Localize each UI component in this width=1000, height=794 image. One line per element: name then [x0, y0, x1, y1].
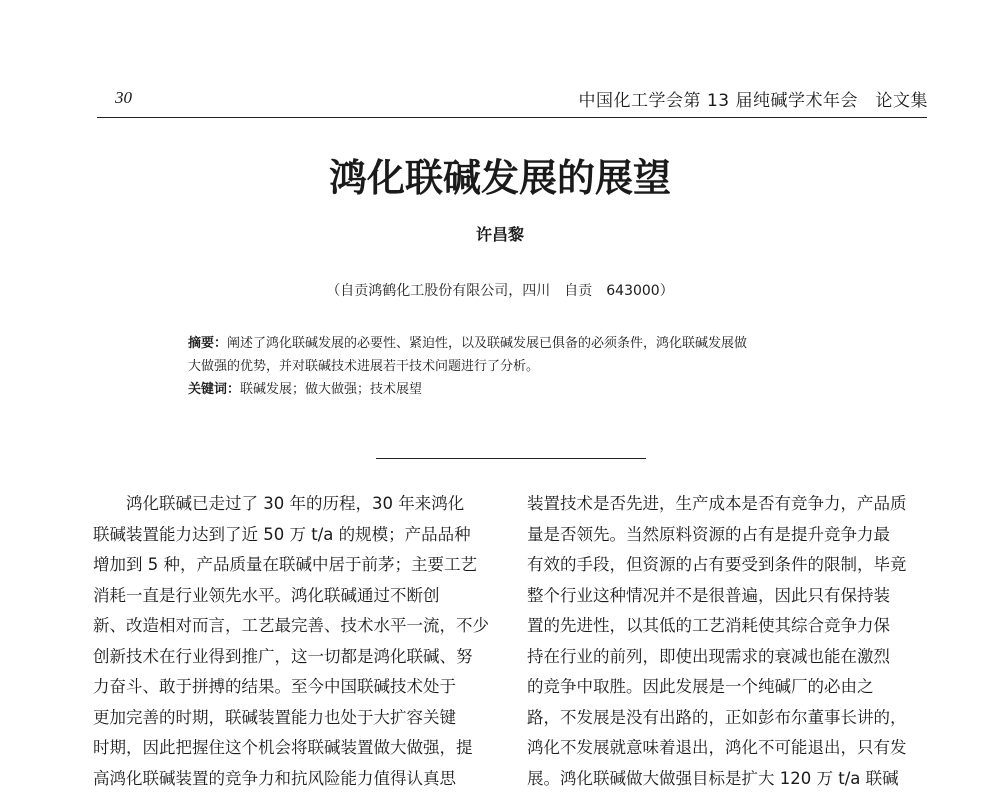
- body-line: 增加到 5 种，产品质量在联碱中居于前茅；主要工艺: [93, 550, 491, 581]
- body-line: 消耗一直是行业领先水平。鸿化联碱通过不断创: [93, 581, 491, 612]
- body-line: 路，不发展是没有出路的，正如彭布尔董事长讲的，: [527, 703, 925, 734]
- body-line: 装置技术是否先进，生产成本是否有竞争力，产品质: [527, 489, 925, 520]
- abstract-block: [188, 332, 838, 401]
- body-line: 时期，因此把握住这个机会将联碱装置做大做强，提: [93, 733, 491, 764]
- abstract-text-line-2: 大做强的优势，并对联碱技术进展若干技术问题进行了分析。: [188, 355, 838, 378]
- body-line: 的竞争中取胜。因此发展是一个纯碱厂的必由之: [527, 672, 925, 703]
- body-line: 联碱装置能力达到了近 50 万 t/a 的规模；产品品种: [93, 520, 491, 551]
- body-line: 新、改造相对而言，工艺最完善、技术水平一流，不少: [93, 611, 491, 642]
- body-line: 有效的手段，但资源的占有要受到条件的限制，毕竟: [527, 550, 925, 581]
- keywords-paragraph: [188, 378, 838, 401]
- abstract-label: 摘要：: [188, 336, 227, 351]
- body-line: 整个行业这种情况并不是很普遍，因此只有保持装: [527, 581, 925, 612]
- article-title: 鸿化联碱发展的展望: [0, 147, 1000, 202]
- body-line: 创新技术在行业得到推广，这一切都是鸿化联碱、努: [93, 642, 491, 673]
- abstract-text-line-1: 阐述了鸿化联碱发展的必要性、紧迫性，以及联碱发展已俱备的必须条件，鸿化联碱发展做: [227, 336, 747, 351]
- body-line: 持在行业的前列，即使出现需求的衰减也能在激烈: [527, 642, 925, 673]
- abstract-paragraph: [188, 332, 838, 355]
- body-left-column: [93, 489, 491, 794]
- body-right-column: [527, 489, 925, 794]
- body-line: 高鸿化联碱装置的竞争力和抗风险能力值得认真思: [93, 764, 491, 794]
- body-line: 量是否领先。当然原料资源的占有是提升竞争力最: [527, 520, 925, 551]
- body-line: 更加完善的时期，联碱装置能力也处于大扩容关键: [93, 703, 491, 734]
- body-line: 展。鸿化联碱做大做强目标是扩大 120 万 t/a 联碱: [527, 764, 925, 794]
- keywords-label: 关键词：: [188, 382, 240, 397]
- body-line: 鸿化联碱已走过了 30 年的历程，30 年来鸿化: [93, 489, 491, 520]
- page-number: 30: [115, 88, 132, 108]
- body-line: 鸿化不发展就意味着退出，鸿化不可能退出，只有发: [527, 733, 925, 764]
- body-line: 置的先进性，以其低的工艺消耗使其综合竞争力保: [527, 611, 925, 642]
- article-author: 许昌黎: [0, 222, 1000, 245]
- running-header: 中国化工学会第 13 届纯碱学术年会 论文集: [579, 86, 928, 111]
- header-rule: [97, 117, 927, 118]
- article-affiliation: （自贡鸿鹤化工股份有限公司，四川 自贡 643000）: [0, 280, 1000, 300]
- body-line: 力奋斗、敢于拼搏的结果。至今中国联碱技术处于: [93, 672, 491, 703]
- section-rule: [376, 458, 646, 459]
- keywords-text: 联碱发展；做大做强；技术展望: [240, 382, 422, 397]
